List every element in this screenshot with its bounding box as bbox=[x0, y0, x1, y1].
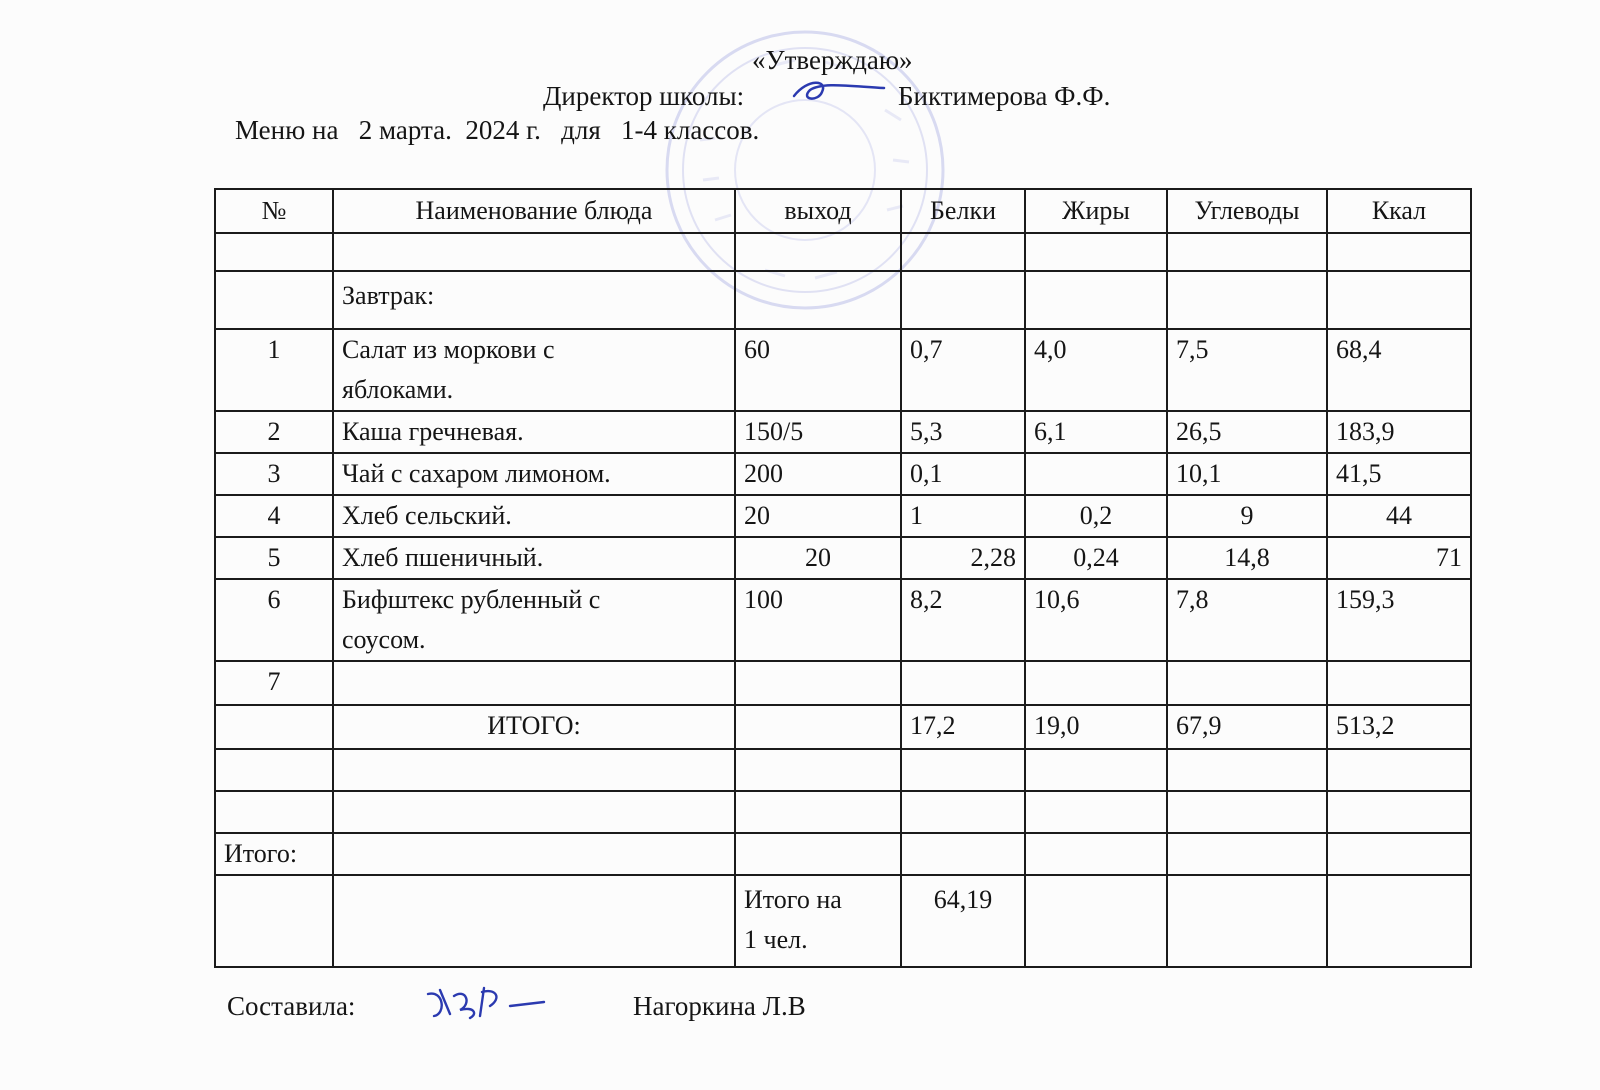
dish-yield: 20 bbox=[735, 537, 901, 579]
menu-date-line: Меню на 2 марта. 2024 г. для 1-4 классов. bbox=[235, 115, 760, 145]
dish-protein: 8,2 bbox=[901, 579, 1025, 661]
dish-fat: 0,2 bbox=[1025, 495, 1167, 537]
table-header-row bbox=[215, 189, 1471, 233]
col-header-yield: выход bbox=[735, 189, 901, 233]
dish-carbs: 14,8 bbox=[1167, 537, 1327, 579]
table-row-empty bbox=[215, 749, 1471, 791]
row-number: 5 bbox=[215, 537, 333, 579]
row-number: 3 bbox=[215, 453, 333, 495]
dish-carbs: 26,5 bbox=[1167, 411, 1327, 453]
dish-protein: 0,1 bbox=[901, 453, 1025, 495]
dish-name: Чай с сахаром лимоном. bbox=[333, 453, 735, 495]
dish-name-line: яблоками. bbox=[342, 375, 454, 404]
compiled-by-name: Нагоркина Л.В bbox=[633, 991, 806, 1021]
table-row bbox=[215, 495, 1471, 537]
director-signature bbox=[788, 76, 888, 106]
compiler-signature bbox=[420, 984, 550, 1022]
dish-fat: 0,24 bbox=[1025, 537, 1167, 579]
col-header-kcal: Ккал bbox=[1327, 189, 1471, 233]
per-person-label bbox=[735, 875, 901, 967]
table-row bbox=[215, 537, 1471, 579]
dish-name bbox=[333, 579, 735, 661]
dish-name bbox=[333, 329, 735, 411]
table-row bbox=[215, 453, 1471, 495]
section-title-breakfast: Завтрак: bbox=[333, 271, 735, 329]
col-header-carbs: Углеводы bbox=[1167, 189, 1327, 233]
dish-fat: 4,0 bbox=[1025, 329, 1167, 411]
dish-kcal: 71 bbox=[1327, 537, 1471, 579]
director-label: Директор школы: bbox=[543, 81, 745, 111]
total-fat: 19,0 bbox=[1025, 705, 1167, 749]
dish-name-line: Бифштекс рубленный с bbox=[342, 585, 601, 614]
dish-kcal: 159,3 bbox=[1327, 579, 1471, 661]
dish-fat: 6,1 bbox=[1025, 411, 1167, 453]
col-header-number: № bbox=[215, 189, 333, 233]
dish-name: Каша гречневая. bbox=[333, 411, 735, 453]
dish-kcal: 68,4 bbox=[1327, 329, 1471, 411]
row-number: 1 bbox=[215, 329, 333, 411]
table-row-section bbox=[215, 271, 1471, 329]
table-row-total bbox=[215, 705, 1471, 749]
dish-carbs: 9 bbox=[1167, 495, 1327, 537]
dish-name-line: Салат из моркови с bbox=[342, 335, 555, 364]
table-row-empty bbox=[215, 233, 1471, 271]
dish-fat: 10,6 bbox=[1025, 579, 1167, 661]
dish-carbs: 10,1 bbox=[1167, 453, 1327, 495]
dish-name: Хлеб сельский. bbox=[333, 495, 735, 537]
row-number: 7 bbox=[215, 661, 333, 705]
row-number: 2 bbox=[215, 411, 333, 453]
dish-protein: 0,7 bbox=[901, 329, 1025, 411]
table-row-per-person bbox=[215, 875, 1471, 967]
dish-yield: 150/5 bbox=[735, 411, 901, 453]
table-row bbox=[215, 411, 1471, 453]
dish-protein: 2,28 bbox=[901, 537, 1025, 579]
dish-protein: 1 bbox=[901, 495, 1025, 537]
approval-heading: «Утверждаю» bbox=[752, 45, 913, 75]
dish-carbs: 7,5 bbox=[1167, 329, 1327, 411]
dish-carbs: 7,8 bbox=[1167, 579, 1327, 661]
col-header-dish-name: Наименование блюда bbox=[333, 189, 735, 233]
itogo-label: Итого: bbox=[215, 833, 333, 875]
table-row bbox=[215, 661, 1471, 705]
row-number: 4 bbox=[215, 495, 333, 537]
dish-yield: 100 bbox=[735, 579, 901, 661]
dish-name-line: соусом. bbox=[342, 625, 426, 654]
dish-kcal: 44 bbox=[1327, 495, 1471, 537]
total-label: ИТОГО: bbox=[333, 705, 735, 749]
dish-kcal: 41,5 bbox=[1327, 453, 1471, 495]
total-carbs: 67,9 bbox=[1167, 705, 1327, 749]
dish-yield: 20 bbox=[735, 495, 901, 537]
per-person-label-line: 1 чел. bbox=[744, 925, 808, 954]
total-kcal: 513,2 bbox=[1327, 705, 1471, 749]
total-protein: 17,2 bbox=[901, 705, 1025, 749]
col-header-fat: Жиры bbox=[1025, 189, 1167, 233]
table-row bbox=[215, 579, 1471, 661]
dish-kcal: 183,9 bbox=[1327, 411, 1471, 453]
dish-yield: 60 bbox=[735, 329, 901, 411]
dish-fat bbox=[1025, 453, 1167, 495]
col-header-protein: Белки bbox=[901, 189, 1025, 233]
table-row-empty bbox=[215, 791, 1471, 833]
dish-yield: 200 bbox=[735, 453, 901, 495]
dish-protein: 5,3 bbox=[901, 411, 1025, 453]
per-person-value: 64,19 bbox=[901, 875, 1025, 967]
compiled-by-label: Составила: bbox=[227, 991, 356, 1021]
menu-table bbox=[214, 188, 1472, 968]
per-person-label-line: Итого на bbox=[744, 885, 842, 914]
table-row bbox=[215, 329, 1471, 411]
dish-name: Хлеб пшеничный. bbox=[333, 537, 735, 579]
row-number: 6 bbox=[215, 579, 333, 661]
director-name: Биктимерова Ф.Ф. bbox=[898, 81, 1111, 111]
table-row-itogo bbox=[215, 833, 1471, 875]
